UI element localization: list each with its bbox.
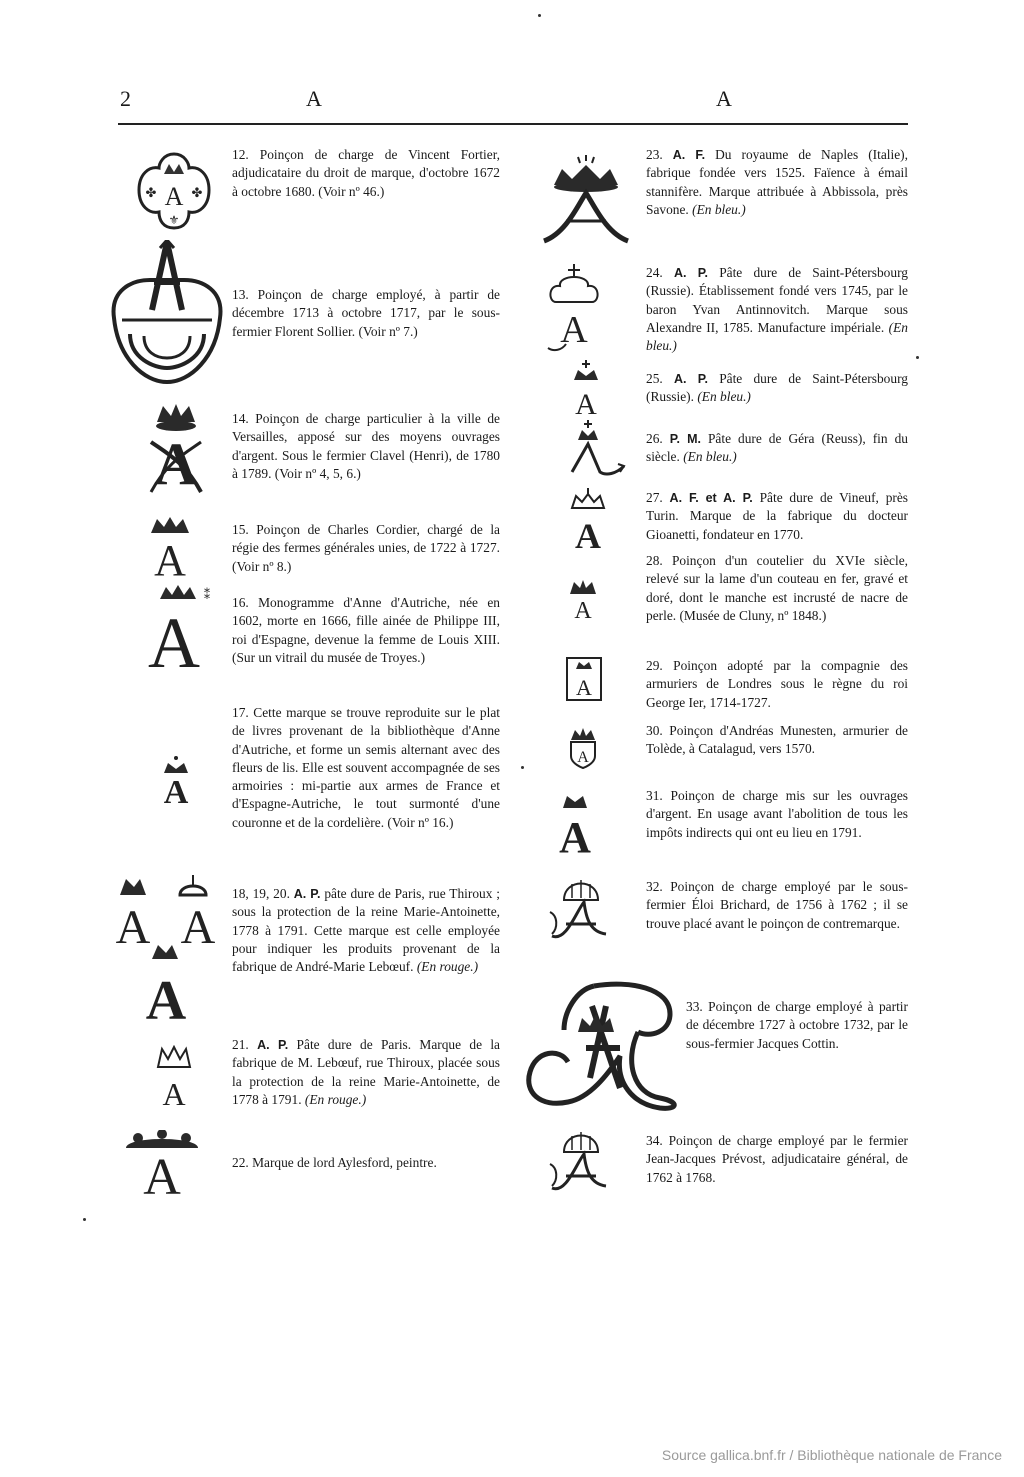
entry-28: 28. Poinçon d'un coutelier du XVIe siècle, relevé sur la lame d'un couteau en fer, gravé et doré, dont le manche est incrusté de nacre de perle. (Musée de Cluny, nº 1848.) — [646, 553, 908, 623]
entry-31: 31. Poinçon de charge mis sur les ouvrages d'argent. En usage avant l'abolition de tous les impôts indirects qui ont eu lieu en 1791. — [646, 788, 908, 840]
running-head-right: A — [716, 86, 732, 111]
svg-text:A: A — [574, 598, 592, 620]
mark-14-crowned-monogram — [145, 402, 207, 498]
mark-25-crowned-a-script — [566, 360, 606, 416]
entry-18-19-20: 18, 19, 20. A. P. pâte dure de Paris, rue Thiroux ; sous la protection de la reine Marie-Antoinette, 1778 à 1791. Cette marque est celle employée pour indiquer les produits provenant de la fabrique de André-Marie Lebœuf. (En rouge.) — [232, 886, 501, 975]
svg-text:A: A — [164, 182, 184, 211]
mark-24-crowned-a-cross — [546, 262, 602, 354]
entry-34: 34. Poinçon de charge employé par le fermier Jean-Jacques Prévost, adjudicataire général, de 1762 à 1768. — [646, 1133, 908, 1185]
svg-text:A: A — [559, 813, 591, 854]
svg-text:A: A — [145, 970, 187, 1023]
svg-text:A: A — [575, 388, 597, 416]
svg-text:A: A — [143, 1149, 181, 1196]
mark-26-crowned-a-script — [566, 420, 630, 476]
mark-31-crowned-a-bold — [553, 790, 597, 854]
svg-text:A: A — [154, 431, 198, 497]
svg-text:A: A — [162, 1076, 186, 1107]
entry-21: 21. A. P. Pâte dure de Paris. Marque de la fabrique de M. Lebœuf, rue Thiroux, placée sous la protection de la reine Marie-Antoinette, de 1778 à 1791. (En rouge.) — [232, 1037, 500, 1107]
mark-28-crowned-a — [566, 580, 600, 620]
entry-32: 32. Poinçon de charge employé par le sous-fermier Éloi Brichard, de 1756 à 1762 ; il se trouve placé avant le poinçon de contremarque. — [646, 879, 908, 931]
svg-text:A: A — [163, 774, 189, 805]
speck — [83, 1218, 86, 1221]
entry-23: 23. A. F. Du royaume de Naples (Italie), fabrique fondée vers 1525. Faïence à émail stannifère. Marque attribuée à Abbissola, près Savone. (En bleu.) — [646, 147, 908, 217]
entry-17: 17. Cette marque se trouve reproduite sur le plat de livres provenant de la bibliothèque d'Anne d'Autriche, et forme un semis alternant avec des fleurs de lis. Elle est souvent accompagnée de ses armoiries : mi-partie aux armes de France et d'Espagne-Autriche, le tout surmonté d'une couronne et de la cordelière. (Voir nº 16.) — [232, 705, 500, 830]
mark-16-anne-monogram — [140, 585, 216, 669]
entry-12: 12. Poinçon de charge de Vincent Fortier, adjudicataire du droit de marque, d'octobre 1672 à octobre 1680. (Voir nº 46.) — [232, 147, 500, 199]
svg-text:A: A — [180, 901, 216, 954]
svg-text:A: A — [577, 749, 589, 766]
speck — [538, 14, 541, 17]
svg-text:⚜: ⚜ — [168, 213, 180, 227]
speck — [916, 356, 919, 359]
svg-text:A: A — [560, 309, 588, 351]
mark-12-quatrefoil-crowned-a — [135, 150, 213, 232]
mark-22-crowned-a-large — [122, 1130, 202, 1196]
svg-text:A: A — [576, 675, 592, 700]
mark-30-shield-crowned-a — [566, 728, 600, 770]
svg-text:⁑: ⁑ — [204, 588, 210, 602]
entry-25: 25. A. P. Pâte dure de Saint-Pétersbourg (Russie). (En bleu.) — [646, 371, 908, 405]
entry-15: 15. Poinçon de Charles Cordier, chargé de la régie des fermes générales unies, de 1722 à 1727. (Voir nº 8.) — [232, 522, 500, 574]
entry-14: 14. Poinçon de charge particulier à la ville de Versailles, apposé sur des moyens ouvrages d'argent. Sous le fermier Clavel (Henri), de 1780 à 1789. (Voir nº 4, 5, 6.) — [232, 411, 500, 481]
mark-15-crowned-a — [145, 515, 195, 577]
entry-13: 13. Poinçon de charge employé, à partir de décembre 1713 à octobre 1717, par le sous-fermier Florent Sollier. (Voir nº 7.) — [232, 287, 500, 339]
source-credit: Source gallica.bnf.fr / Bibliothèque nationale de France — [661, 1447, 1002, 1463]
entry-29: 29. Poinçon adopté par la compagnie des armuriers de Londres sous le règne du roi George Ier, 1714-1727. — [646, 658, 908, 710]
mark-23-crowned-a — [540, 155, 632, 245]
mark-29-boxed-crowned-a — [566, 657, 602, 701]
mark-21-crowned-a-small — [154, 1045, 194, 1107]
header-rule — [118, 123, 908, 125]
entry-16: 16. Monogramme d'Anne d'Autriche, née en 1602, morte en 1666, fille ainée de Philippe III, roi d'Espagne, devenue la femme de Louis XIII. (Sur un vitrail du musée de Troyes.) — [232, 595, 500, 665]
entry-24: 24. A. P. Pâte dure de Saint-Pétersbourg (Russie). Établissement fondé vers 1745, par le baron Yvan Antinnovitch. Marque sous Alexandre II, 1785. Manufacture impériale. (En bleu.) — [646, 265, 908, 354]
mark-32-crowned-script-a — [546, 872, 616, 944]
entry-33: 33. Poinçon de charge employé à partir de décembre 1727 à octobre 1732, par le sous-fermier Jacques Cottin. — [686, 999, 908, 1051]
svg-text:A: A — [148, 603, 200, 669]
mark-17-crowned-a — [156, 755, 196, 805]
entry-26: 26. P. M. Pâte dure de Géra (Reuss), fin du siècle. (En bleu.) — [646, 431, 908, 465]
entry-22: 22. Marque de lord Aylesford, peintre. — [232, 1155, 437, 1170]
entry-27: 27. A. F. et A. P. Pâte dure de Vineuf, près Turin. Marque de la fabrique du docteur Gioanetti, fondateur en 1770. — [646, 490, 909, 542]
mark-27-crowned-a — [566, 488, 610, 550]
svg-text:✤: ✤ — [145, 185, 157, 200]
mark-18-19-20-crowned-a-group — [106, 873, 232, 1023]
svg-text:A: A — [575, 516, 601, 550]
svg-text:A: A — [115, 901, 151, 954]
svg-text:✤: ✤ — [191, 185, 203, 200]
page-number: 2 — [120, 86, 131, 111]
mark-13-ornate-a-shield — [104, 240, 230, 388]
entry-30: 30. Poinçon d'Andréas Munesten, armurier de Tolède, à Catalagud, vers 1570. — [646, 723, 908, 757]
speck — [521, 766, 524, 769]
svg-text:A: A — [154, 536, 186, 577]
running-head-left: A — [306, 86, 322, 111]
mark-33-framed-script-a — [520, 978, 682, 1112]
mark-34-crowned-script-a — [546, 1124, 616, 1196]
